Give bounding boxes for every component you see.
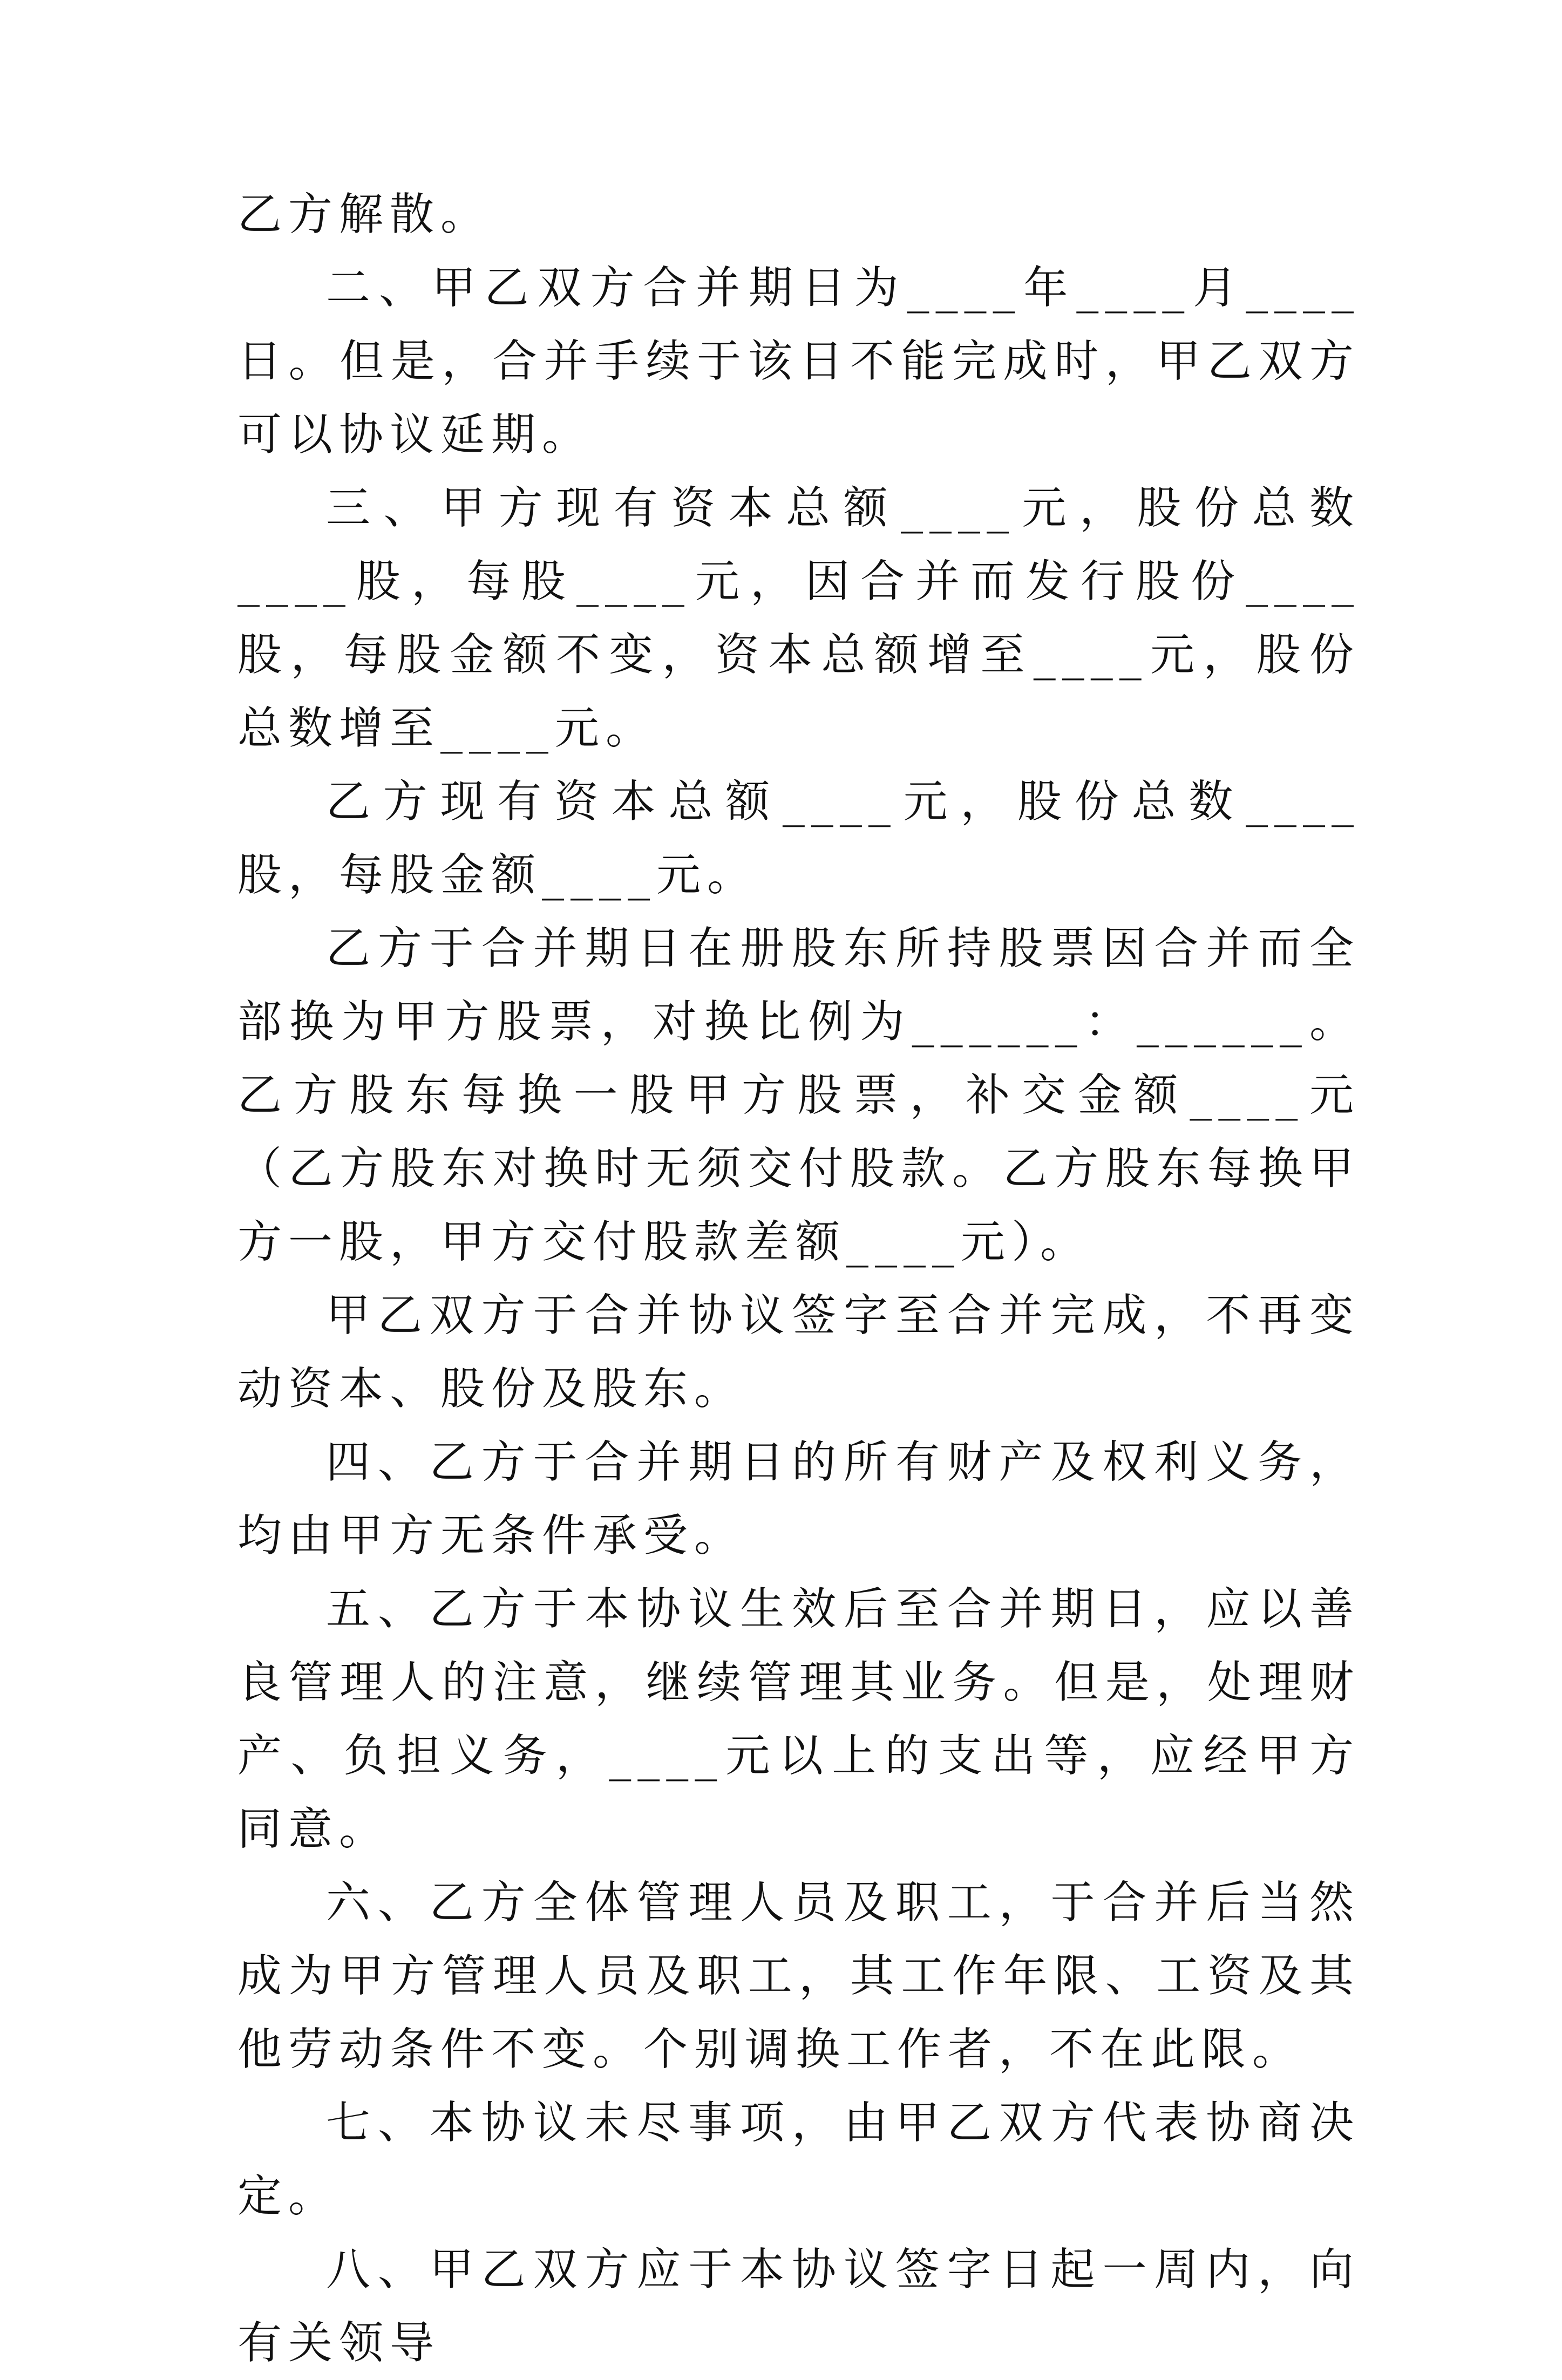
paragraph-party-b-capital: 乙方现有资本总额____元，股份总数____股，每股金额____元。 bbox=[237, 776, 1360, 901]
paragraph-share-exchange: 乙方于合并期日在册股东所持股票因合并而全部换为甲方股票，对换比例为______：______。乙方股东每换一股甲方股票，补交金额____元（乙方股东对换时无须交付股款。乙方股东每换甲方一股，甲方交付股款差额____元）。 bbox=[237, 923, 1360, 1268]
paragraph-clause-3: 三、甲方现有资本总额____元，股份总数____股，每股____元，因合并而发行股份____股，每股金额不变，资本总额增至____元，股份总数增至____元。 bbox=[237, 482, 1360, 754]
paragraph-clause-2: 二、甲乙双方合并期日为____年____月____日。但是，合并手续于该日不能完成时，甲乙双方可以协议延期。 bbox=[237, 262, 1360, 460]
paragraph-clause-5: 五、乙方于本协议生效后至合并期日，应以善良管理人的注意，继续管理其业务。但是，处理财产、负担义务，____元以上的支出等，应经甲方同意。 bbox=[237, 1583, 1360, 1855]
agreement-body bbox=[237, 178, 1360, 2380]
paragraph-clause-6: 六、乙方全体管理人员及职工，于合并后当然成为甲方管理人员及职工，其工作年限、工资及其他劳动条件不变。个别调换工作者，不在此限。 bbox=[237, 1877, 1360, 2075]
paragraph-clause-7: 七、本协议未尽事项，由甲乙双方代表协商决定。 bbox=[237, 2097, 1360, 2222]
paragraph-no-change: 甲乙双方于合并协议签字至合并完成，不再变动资本、股份及股东。 bbox=[237, 1290, 1360, 1415]
paragraph-continuation: 乙方解散。 bbox=[237, 189, 492, 240]
paragraph-clause-8: 八、甲乙双方应于本协议签字日起一周内，向有关领导 bbox=[237, 2244, 1360, 2369]
paragraph-clause-4: 四、乙方于合并期日的所有财产及权利义务，均由甲方无条件承受。 bbox=[237, 1437, 1360, 1561]
